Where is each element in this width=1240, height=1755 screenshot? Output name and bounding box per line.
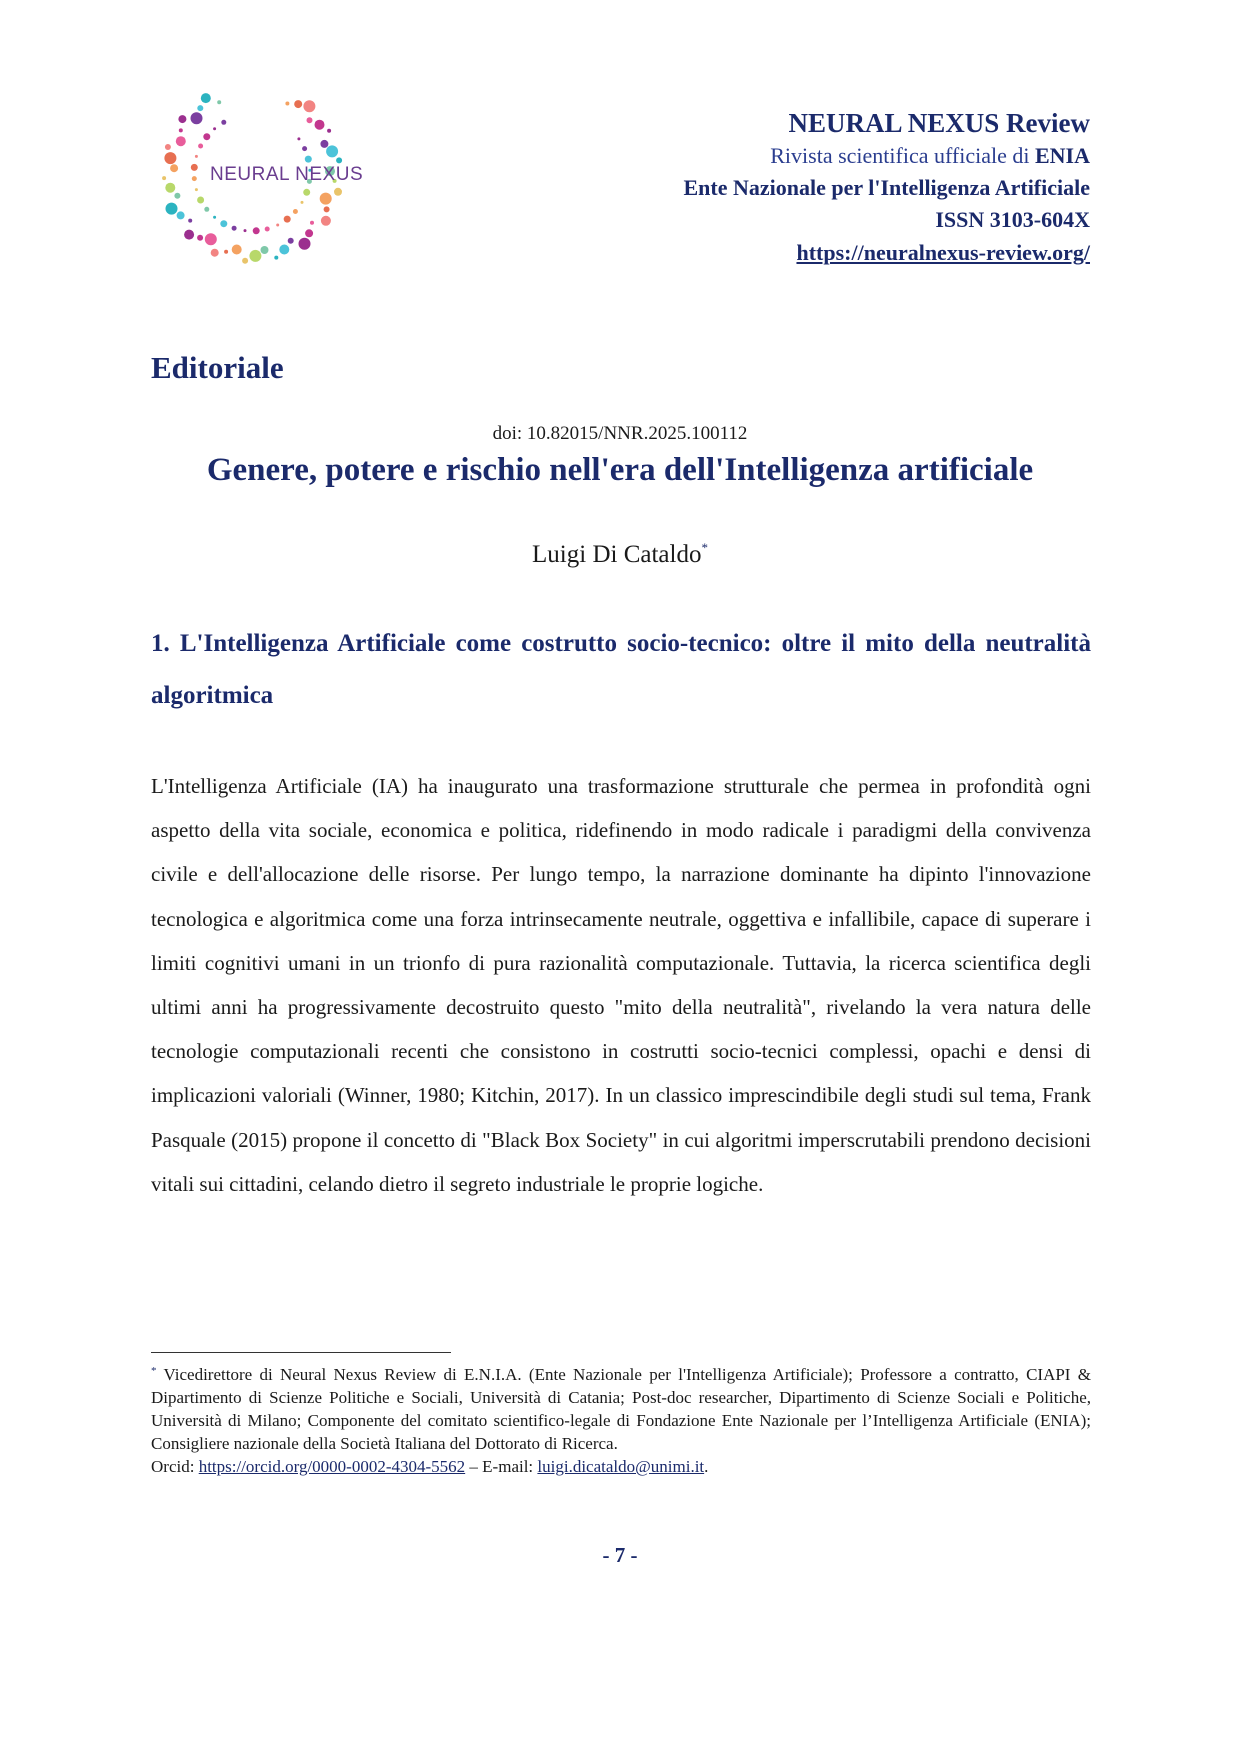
journal-subtitle xyxy=(683,140,1090,172)
journal-organization: Ente Nazionale per l'Intelligenza Artificiale xyxy=(683,175,1090,200)
logo-dot xyxy=(253,227,260,234)
journal-subtitle-org: ENIA xyxy=(1034,143,1090,168)
logo-dot xyxy=(191,164,198,171)
footnote-affiliation: Vicedirettore di Neural Nexus Review di E.N.I.A. (Ente Nazionale per l'Intelligenza Artificiale); Professore a contratto, CIAPI & Dipartimento di Scienze Politiche e Sociali, Università di Catania; Post-doc researcher, Dipartimento di Scienze Sociali e Politiche, Università di Milano; Componente del comitato scientifico-legale di Fondazione Ente Nazionale per l’Intelligenza Artificiale (ENIA); Consigliere nazionale della Società Italiana del Dottorato di Ricerca. xyxy=(151,1365,1091,1453)
logo-dot xyxy=(334,188,342,196)
logo-dot xyxy=(303,189,310,196)
logo-dot xyxy=(320,140,328,148)
email-link[interactable]: luigi.dicataldo@unimi.it xyxy=(537,1457,705,1476)
orcid-link[interactable]: https://orcid.org/0000-0002-4304-5562 xyxy=(198,1457,466,1476)
logo-dot xyxy=(224,250,228,254)
article-title: Genere, potere e rischio nell'era dell'Intelligenza artificiale xyxy=(206,452,1034,488)
logo-dot xyxy=(305,156,312,163)
logo-dot xyxy=(217,100,221,104)
section-heading: 1. L'Intelligenza Artificiale come costrutto socio-tecnico: oltre il mito della neutralità algoritmica xyxy=(151,630,1091,709)
logo-dot xyxy=(174,193,180,199)
logo-dot xyxy=(165,183,175,193)
journal-subtitle-prefix: Rivista scientifica ufficiale di xyxy=(770,143,1030,168)
logo-dot xyxy=(197,235,203,241)
logo-text: NEURAL NEXUS xyxy=(210,164,364,185)
logo-dot xyxy=(205,233,217,245)
logo-dot xyxy=(197,105,203,111)
logo-dot xyxy=(211,249,219,257)
logo-dot xyxy=(315,120,325,130)
logo-dot xyxy=(162,176,166,180)
logo-dot xyxy=(310,221,314,225)
logo-dot xyxy=(244,229,247,232)
logo-dot xyxy=(305,229,313,237)
logo-dot xyxy=(232,245,242,255)
logo-dot xyxy=(301,201,304,204)
logo-dot xyxy=(320,193,332,205)
logo-dot xyxy=(198,144,203,149)
footnote-text xyxy=(151,1360,1091,1455)
logo-dot xyxy=(249,250,261,262)
email-label: – E-mail: xyxy=(469,1457,534,1476)
neural-nexus-logo xyxy=(160,75,400,275)
logo-dot xyxy=(179,128,183,132)
logo-dot xyxy=(324,206,330,212)
logo-dot xyxy=(327,129,331,133)
logo-dot xyxy=(165,144,171,150)
logo-dot xyxy=(170,164,178,172)
logo-dot xyxy=(177,211,185,219)
doi: doi: 10.82015/NNR.2025.100112 xyxy=(492,423,748,444)
logo-dot xyxy=(293,209,298,214)
journal-issn: ISSN 3103-604X xyxy=(935,207,1090,232)
logo-dot xyxy=(321,216,331,226)
logo-dot xyxy=(326,145,338,157)
logo-dot xyxy=(220,220,227,227)
logo-dot xyxy=(307,117,313,123)
logo-dot xyxy=(232,226,237,231)
orcid-label: Orcid: xyxy=(151,1457,195,1476)
journal-url-link[interactable]: https://neuralnexus-review.org/ xyxy=(796,240,1090,265)
logo-dot xyxy=(302,146,307,151)
logo-dot xyxy=(274,256,278,260)
logo-dot xyxy=(288,238,294,244)
journal-header xyxy=(683,106,1090,270)
logo-dot xyxy=(166,203,178,215)
logo-dot xyxy=(285,102,289,106)
logo-dot xyxy=(297,137,300,140)
logo-dot xyxy=(164,152,176,164)
logo-dot xyxy=(284,216,291,223)
page-number: - 7 - xyxy=(602,1543,638,1567)
logo-dot xyxy=(188,219,192,223)
logo-dot xyxy=(213,127,216,130)
footnote xyxy=(151,1360,1091,1478)
footnote-end: . xyxy=(704,1457,709,1476)
logo-dot xyxy=(197,197,204,204)
logo-dot xyxy=(213,216,216,219)
section-label: Editoriale xyxy=(151,350,284,385)
logo-dot xyxy=(221,120,226,125)
logo-dot xyxy=(336,157,342,163)
footnote-mark: * xyxy=(151,1365,157,1377)
logo-dot xyxy=(299,238,311,250)
logo-dot xyxy=(184,230,194,240)
logo-dot xyxy=(195,188,198,191)
footnote-divider xyxy=(151,1352,451,1353)
footnote-contacts xyxy=(151,1455,1091,1478)
logo-dot xyxy=(276,224,279,227)
body-paragraph: L'Intelligenza Artificiale (IA) ha inaugurato una trasformazione strutturale che permea in profondità ogni aspetto della vita sociale, economica e politica, ridefinendo in modo radicale i paradigmi della convivenza civile e dell'allocazione delle risorse. Per lungo tempo, la narrazione dominante ha dipinto l'innovazione tecnologica e algoritmica come una forza intrinsecamente neutrale, oggettiva e infallibile, capace di superare i limiti cognitivi umani in un trionfo di pura razionalità computazionale. Tuttavia, la ricerca scientifica degli ultimi anni ha progressivamente decostruito questo "mito della neutralità", rivelando la vera natura delle tecnologie computazionali recenti che consistono in costrutti socio-tecnici complessi, opachi e densi di implicazioni valoriali (Winner, 1980; Kitchin, 2017). In un classico imprescindibile degli studi sul tema, Frank Pasquale (2015) propone il concetto di "Black Box Society" in cui algoritmi imperscrutabili prendono decisioni vitali sui cittadini, celando dietro il segreto industriale le proprie logiche. xyxy=(151,774,1091,1196)
logo-dot xyxy=(191,112,203,124)
logo-dot xyxy=(178,115,186,123)
logo-dot xyxy=(261,246,269,254)
logo-dot xyxy=(242,258,248,264)
logo-dot xyxy=(204,207,209,212)
logo-dot xyxy=(303,100,315,112)
logo-dot xyxy=(192,176,197,181)
logo-dot xyxy=(176,136,186,146)
logo-dot xyxy=(203,133,210,140)
author xyxy=(0,540,1240,569)
author-footnote-mark[interactable]: * xyxy=(701,540,708,555)
logo-dot xyxy=(279,245,289,255)
logo-dot xyxy=(201,93,211,103)
logo-dot xyxy=(195,155,198,158)
logo-dot xyxy=(265,227,270,232)
author-name: Luigi Di Cataldo xyxy=(532,541,702,568)
journal-title: NEURAL NEXUS Review xyxy=(788,108,1090,138)
logo-dot xyxy=(294,100,302,108)
